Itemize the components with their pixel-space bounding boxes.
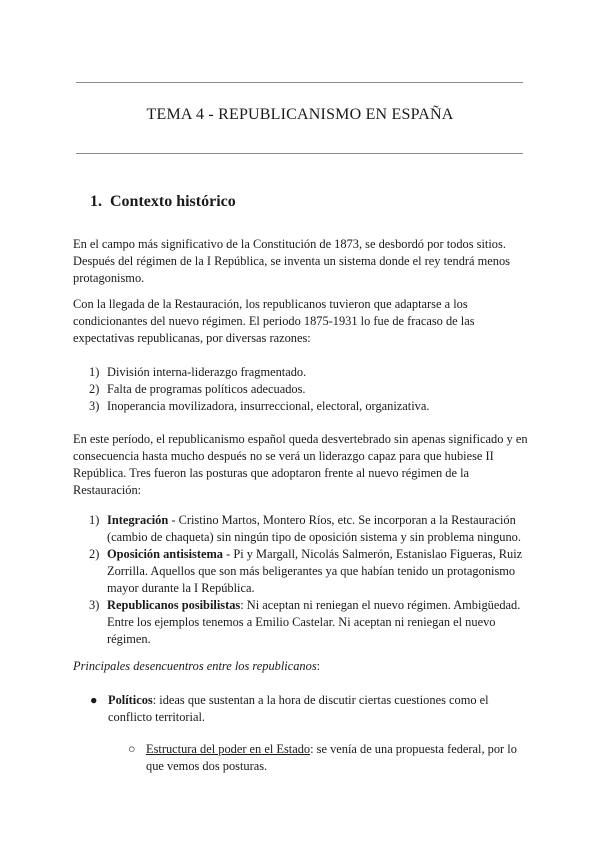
list-item: ● Políticos: ideas que sustentan a la hora de discutir ciertas cuestiones como el conflicto territorial. [90,693,489,724]
list-item: 2) Falta de programas políticos adecuados. [89,382,306,396]
hollow-bullet-icon: ○ [128,742,136,756]
list-item: ○ Estructura del poder en el Estado: se venía de una propuesta federal, por lo que vemos dos posturas. [128,742,517,773]
list-item: 2) Oposición antisistema - Pi y Margall, Nicolás Salmerón, Estanislao Figueras, Ruiz Zorrilla. Aquellos que son más beligerantes ya que habían tenido un protagonismo mayor durante la I República. [89,547,523,595]
paragraph-2: Con la llegada de la Restauración, los republicanos tuvieron que adaptarse a los condicionantes del nuevo régimen. El periodo 1875-1931 lo fue de fracaso de las expectativas republicanas, por diversas razones: [73,297,475,345]
list-item: 3) Inoperancia movilizadora, insurreccional, electoral, organizativa. [89,399,430,413]
postures-list [73,512,529,648]
section-number: 1. [90,193,102,210]
top-rule [76,82,523,83]
paragraph-1: En el campo más significativo de la Constitución de 1873, se desbordó por todos sitios. Después del régimen de la I República, se inventa un sistema donde el rey tendrá menos protagonismo. [73,237,510,285]
title-rule [76,153,523,154]
list-item: 1) Integración - Cristino Martos, Montero Ríos, etc. Se incorporan a la Restauración (cambio de chaqueta) sin ningún tipo de oposición sistema y sin problema ninguno. [89,513,521,544]
italic-subheading: Principales desencuentros entre los republicanos: [73,659,321,673]
section-heading [90,193,236,211]
reasons-list [73,364,429,415]
list-item: 3) Republicanos posibilistas: Ni aceptan ni reniegan el nuevo régimen. Ambigüedad. Entre los ejemplos tenemos a Emilio Castelar. Ni aceptan ni reniegan el nuevo régimen. [89,598,521,646]
page-title: TEMA 4 - REPUBLICANISMO EN ESPAÑA [146,106,454,123]
bullet-icon: ● [90,693,98,707]
section-title: Contexto histórico [110,193,236,210]
sub-bullet-list [128,741,526,775]
bullet-list [90,692,518,726]
paragraph-3: En este período, el republicanismo español queda desvertebrado sin apenas significado y en consecuencia hasta mucho después no se verá un liderazgo capaz para que hubiese II República. Tres fueron las posturas que adoptaron frente al nuevo régimen de la Restauración: [73,432,528,497]
list-item: 1) División interna-liderazgo fragmentado. [89,365,307,379]
